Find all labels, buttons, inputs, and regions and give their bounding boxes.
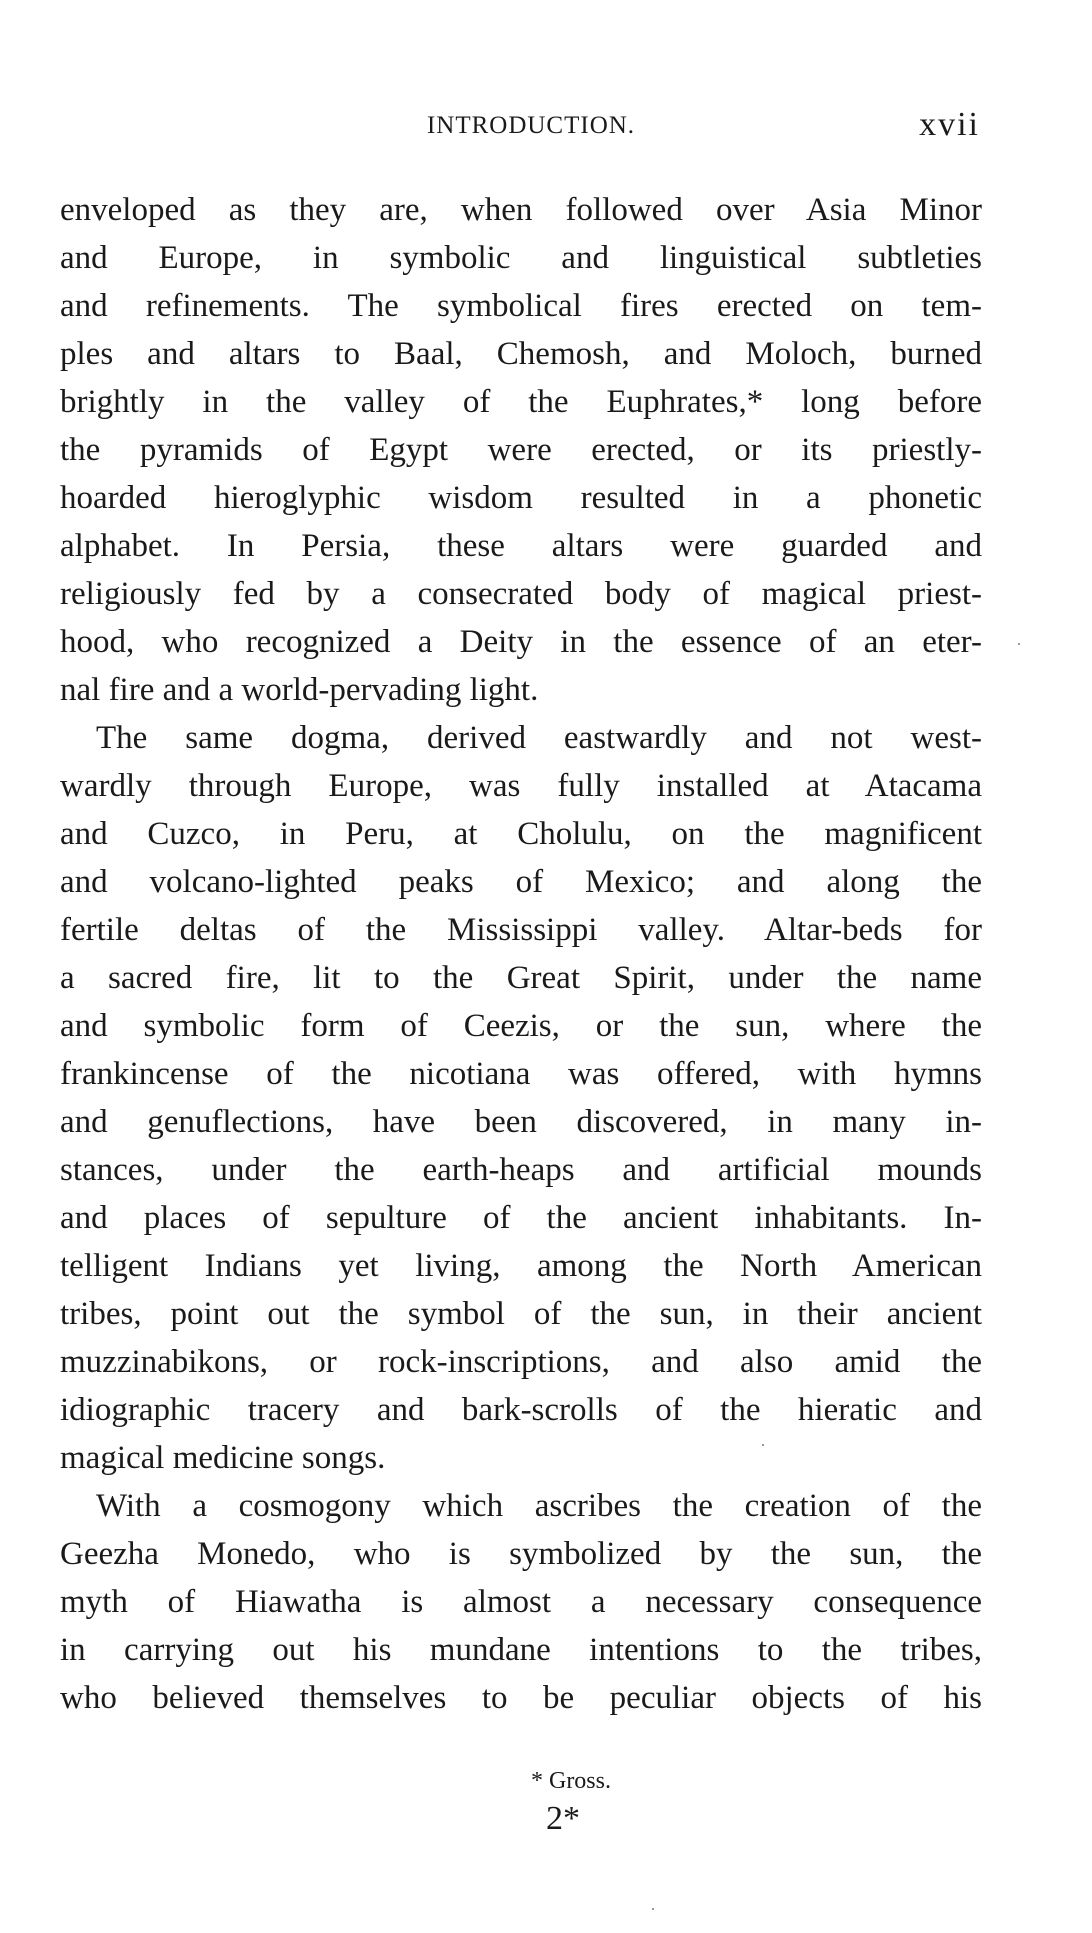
text-line: and symbolic form of Ceezis, or the sun, where the [60, 1008, 982, 1044]
text-line: tribes, point out the symbol of the sun, in their ancient [60, 1296, 982, 1332]
paragraph-3 [60, 1482, 982, 1722]
text-line: and Cuzco, in Peru, at Cholulu, on the magnificent [60, 816, 982, 852]
paper-speck [1018, 643, 1020, 645]
paper-speck [652, 1908, 654, 1910]
text-line: frankincense of the nicotiana was offered, with hymns [60, 1056, 982, 1092]
paragraph-1 [60, 186, 982, 714]
signature-mark: 2* [546, 1800, 580, 1837]
text-line: The same dogma, derived eastwardly and not west- [96, 720, 982, 756]
text-line: hoarded hieroglyphic wisdom resulted in a phonetic [60, 480, 982, 516]
text-line: nal fire and a world-pervading light. [60, 672, 539, 708]
paragraph-2 [60, 714, 982, 1482]
text-line: Geezha Monedo, who is symbolized by the sun, the [60, 1536, 982, 1572]
text-line: brightly in the valley of the Euphrates,* long before [60, 384, 982, 420]
text-line: and genuflections, have been discovered, in many in- [60, 1104, 982, 1140]
text-line: idiographic tracery and bark-scrolls of the hieratic and [60, 1392, 982, 1428]
running-head [60, 106, 982, 152]
running-title: INTRODUCTION. [426, 112, 636, 139]
text-line: alphabet. In Persia, these altars were guarded and [60, 528, 982, 564]
body-text [60, 186, 982, 1722]
text-line: wardly through Europe, was fully installed at Atacama [60, 768, 982, 804]
page-number: xvii [919, 106, 980, 143]
text-line: and refinements. The symbolical fires erected on tem- [60, 288, 982, 324]
text-line: stances, under the earth-heaps and artificial mounds [60, 1152, 982, 1188]
text-line: myth of Hiawatha is almost a necessary consequence [60, 1584, 982, 1620]
text-line: religiously fed by a consecrated body of magical priest- [60, 576, 982, 612]
text-line: a sacred fire, lit to the Great Spirit, under the name [60, 960, 982, 996]
text-line: fertile deltas of the Mississippi valley. Altar-beds for [60, 912, 982, 948]
text-line: the pyramids of Egypt were erected, or its priestly- [60, 432, 982, 468]
text-line: muzzinabikons, or rock-inscriptions, and also amid the [60, 1344, 982, 1380]
text-line: hood, who recognized a Deity in the essence of an eter- [60, 624, 982, 660]
text-line: who believed themselves to be peculiar objects of his [60, 1680, 982, 1716]
text-line: With a cosmogony which ascribes the creation of the [96, 1488, 982, 1524]
text-line: ples and altars to Baal, Chemosh, and Moloch, burned [60, 336, 982, 372]
text-line: enveloped as they are, when followed over Asia Minor [60, 192, 982, 228]
text-line: and volcano-lighted peaks of Mexico; and along the [60, 864, 982, 900]
text-line: and places of sepulture of the ancient inhabitants. In- [60, 1200, 982, 1236]
text-line: magical medicine songs. [60, 1440, 386, 1476]
text-line: in carrying out his mundane intentions to the tribes, [60, 1632, 982, 1668]
text-line: telligent Indians yet living, among the North American [60, 1248, 982, 1284]
paper-speck [762, 1444, 764, 1446]
text-line: and Europe, in symbolic and linguistical subtleties [60, 240, 982, 276]
footnote: * Gross. [530, 1768, 611, 1794]
